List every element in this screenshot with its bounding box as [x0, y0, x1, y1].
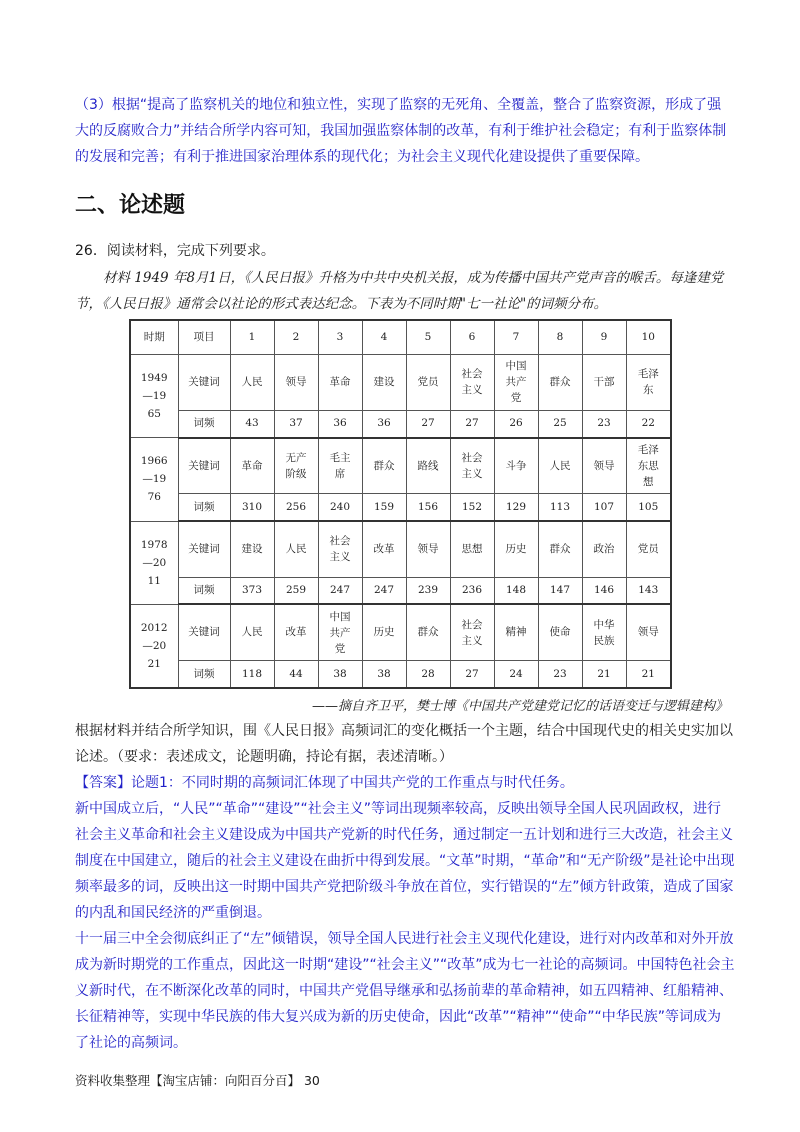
keyword-cell: 革命: [230, 438, 274, 494]
keyword-cell: 人民: [538, 438, 582, 494]
frequency-cell: 147: [538, 577, 582, 604]
frequency-cell: 373: [230, 577, 274, 604]
keyword-cell: 人民: [274, 521, 318, 577]
keyword-cell: 社会 主义: [318, 521, 362, 577]
keyword-cell: 社会 主义: [450, 438, 494, 494]
frequency-cell: 143: [626, 577, 671, 604]
frequency-cell: 240: [318, 494, 362, 521]
frequency-label-cell: 词频: [178, 410, 230, 437]
table-header-cell: 10: [626, 320, 671, 354]
period-cell: 1978 —20 11: [130, 521, 178, 604]
keyword-cell: 群众: [362, 438, 406, 494]
keyword-cell: 革命: [318, 354, 362, 410]
period-cell: 1949 —19 65: [130, 354, 178, 437]
keyword-cell: 历史: [362, 604, 406, 660]
table-row-frequency: [130, 494, 671, 521]
frequency-label-cell: 词频: [178, 577, 230, 604]
q3-answer-paragraph: （3）根据“提高了监察机关的地位和独立性，实现了监察的无死角、全覆盖，整合了监察资源，形成了强大的反腐败合力”并结合所学内容可知，我国加强监察体制的改革，有利于维护社会稳定；有利于监察体制的发展和完善；有利于推进国家治理体系的现代化；为社会主义现代化建设提供了重要保障。: [75, 97, 727, 165]
frequency-cell: 27: [450, 661, 494, 688]
answer-tag: 【答案】: [75, 775, 131, 791]
material-text: 材料 1949 年8月1日，《人民日报》升格为中共中央机关报，成为传播中国共产党声音的喉舌。每逢建党节，《人民日报》通常会以社论的形式表达纪念。下表为不同时期"七一社论"的词频分布。: [75, 270, 724, 312]
frequency-cell: 148: [494, 577, 538, 604]
table-row-keywords: [130, 438, 671, 494]
frequency-cell: 105: [626, 494, 671, 521]
keyword-cell: 群众: [538, 354, 582, 410]
keyword-cell: 建设: [362, 354, 406, 410]
keyword-cell: 群众: [406, 604, 450, 660]
keyword-cell: 历史: [494, 521, 538, 577]
keyword-cell: 中华 民族: [582, 604, 626, 660]
keyword-cell: 领导: [582, 438, 626, 494]
keyword-cell: 毛主 席: [318, 438, 362, 494]
frequency-cell: 23: [538, 661, 582, 688]
frequency-cell: 118: [230, 661, 274, 688]
frequency-cell: 21: [626, 661, 671, 688]
keyword-label-cell: 关键词: [178, 354, 230, 410]
table-header-cell: 9: [582, 320, 626, 354]
keyword-cell: 中国 共产 党: [318, 604, 362, 660]
frequency-cell: 36: [362, 410, 406, 437]
frequency-cell: 159: [362, 494, 406, 521]
keyword-label-cell: 关键词: [178, 604, 230, 660]
frequency-cell: 146: [582, 577, 626, 604]
table-row-frequency: [130, 577, 671, 604]
frequency-cell: 27: [450, 410, 494, 437]
frequency-cell: 129: [494, 494, 538, 521]
frequency-cell: 38: [318, 661, 362, 688]
section-title: 二、论述题: [75, 193, 186, 218]
frequency-cell: 38: [362, 661, 406, 688]
frequency-cell: 152: [450, 494, 494, 521]
keyword-cell: 人民: [230, 604, 274, 660]
keyword-cell: 路线: [406, 438, 450, 494]
frequency-cell: 236: [450, 577, 494, 604]
keyword-label-cell: 关键词: [178, 521, 230, 577]
frequency-cell: 23: [582, 410, 626, 437]
table-header-row: [130, 320, 671, 354]
frequency-cell: 24: [494, 661, 538, 688]
period-cell: 2012 —20 21: [130, 604, 178, 688]
frequency-cell: 25: [538, 410, 582, 437]
frequency-cell: 22: [626, 410, 671, 437]
keyword-cell: 党员: [406, 354, 450, 410]
table-row-keywords: [130, 354, 671, 410]
frequency-cell: 26: [494, 410, 538, 437]
table-header-cell: 3: [318, 320, 362, 354]
keyword-cell: 使命: [538, 604, 582, 660]
frequency-cell: 27: [406, 410, 450, 437]
question-prompt: 26．阅读材料，完成下列要求。: [75, 243, 275, 259]
keyword-cell: 毛泽 东: [626, 354, 671, 410]
table-row-keywords: [130, 521, 671, 577]
table-header-cell: 2: [274, 320, 318, 354]
answer-paragraph-2: 十一届三中全会彻底纠正了“左”倾错误，领导全国人民进行社会主义现代化建设，进行对内改革和对外开放成为新时期党的工作重点，因此这一时期“建设”“社会主义”“改革”成为七一社论的高频词。中国特色社会主义新时代，在不断深化改革的同时，中国共产党倡导继承和弘扬前辈的革命精神，如五四精神、红船精神、长征精神等，实现中华民族的伟大复兴成为新的历史使命，因此“改革”“精神”“使命”“中华民族”等词成为了社论的高频词。: [75, 931, 735, 1051]
table-header-cell: 4: [362, 320, 406, 354]
keyword-cell: 建设: [230, 521, 274, 577]
keyword-cell: 斗争: [494, 438, 538, 494]
table-header-cell: 1: [230, 320, 274, 354]
keyword-cell: 人民: [230, 354, 274, 410]
frequency-cell: 107: [582, 494, 626, 521]
table-row-keywords: [130, 604, 671, 660]
keyword-cell: 群众: [538, 521, 582, 577]
table-header-cell: 5: [406, 320, 450, 354]
table-header-cell: 6: [450, 320, 494, 354]
frequency-cell: 259: [274, 577, 318, 604]
frequency-cell: 43: [230, 410, 274, 437]
frequency-cell: 36: [318, 410, 362, 437]
table-header-cell: 时期: [130, 320, 178, 354]
keyword-cell: 社会 主义: [450, 604, 494, 660]
answer-thesis: 论题1：不同时期的高频词汇体现了中国共产党的工作重点与时代任务。: [131, 775, 574, 791]
frequency-cell: 37: [274, 410, 318, 437]
frequency-cell: 44: [274, 661, 318, 688]
frequency-cell: 256: [274, 494, 318, 521]
answer-thesis-line: [75, 770, 735, 796]
source-note: ——摘自齐卫平，樊士博《中国共产党建党记忆的话语变迁与逻辑建构》: [311, 699, 728, 714]
table-header-cell: 8: [538, 320, 582, 354]
frequency-cell: 113: [538, 494, 582, 521]
question-requirement: 根据材料并结合所学知识，围《人民日报》高频词汇的变化概括一个主题，结合中国现代史的相关史实加以论述。（要求：表述成文，论题明确，持论有据，表述清晰。）: [75, 723, 733, 765]
page-footer: 资料收集整理【淘宝店铺：向阳百分百】 30: [75, 1073, 320, 1088]
frequency-cell: 247: [362, 577, 406, 604]
frequency-cell: 156: [406, 494, 450, 521]
keyword-cell: 毛泽 东思 想: [626, 438, 671, 494]
table-header-cell: 7: [494, 320, 538, 354]
period-cell: 1966 —19 76: [130, 438, 178, 521]
frequency-cell: 239: [406, 577, 450, 604]
keyword-cell: 思想: [450, 521, 494, 577]
keyword-cell: 中国 共产 党: [494, 354, 538, 410]
keyword-cell: 精神: [494, 604, 538, 660]
keyword-cell: 党员: [626, 521, 671, 577]
word-frequency-table: [129, 319, 672, 689]
keyword-cell: 领导: [274, 354, 318, 410]
answer-paragraph-1: 新中国成立后，“人民”“革命”“建设”“社会主义”等词出现频率较高，反映出领导全国人民巩固政权，进行社会主义革命和社会主义建设成为中国共产党新的时代任务，通过制定一五计划和进行三大改造，社会主义制度在中国建立，随后的社会主义建设在曲折中得到发展。“文革”时期，“革命”和“无产阶级”是社论中出现频率最多的词，反映出这一时期中国共产党把阶级斗争放在首位，实行错误的“左”倾方针政策，造成了国家的内乱和国民经济的严重倒退。: [75, 801, 735, 921]
keyword-cell: 政治: [582, 521, 626, 577]
keyword-cell: 领导: [626, 604, 671, 660]
frequency-cell: 310: [230, 494, 274, 521]
table-row-frequency: [130, 661, 671, 688]
keyword-cell: 改革: [274, 604, 318, 660]
keyword-cell: 无产 阶级: [274, 438, 318, 494]
keyword-cell: 干部: [582, 354, 626, 410]
keyword-cell: 社会 主义: [450, 354, 494, 410]
frequency-cell: 21: [582, 661, 626, 688]
table-header-cell: 项目: [178, 320, 230, 354]
frequency-cell: 28: [406, 661, 450, 688]
keyword-cell: 领导: [406, 521, 450, 577]
frequency-cell: 247: [318, 577, 362, 604]
keyword-cell: 改革: [362, 521, 406, 577]
frequency-label-cell: 词频: [178, 494, 230, 521]
keyword-label-cell: 关键词: [178, 438, 230, 494]
table-row-frequency: [130, 410, 671, 437]
frequency-label-cell: 词频: [178, 661, 230, 688]
